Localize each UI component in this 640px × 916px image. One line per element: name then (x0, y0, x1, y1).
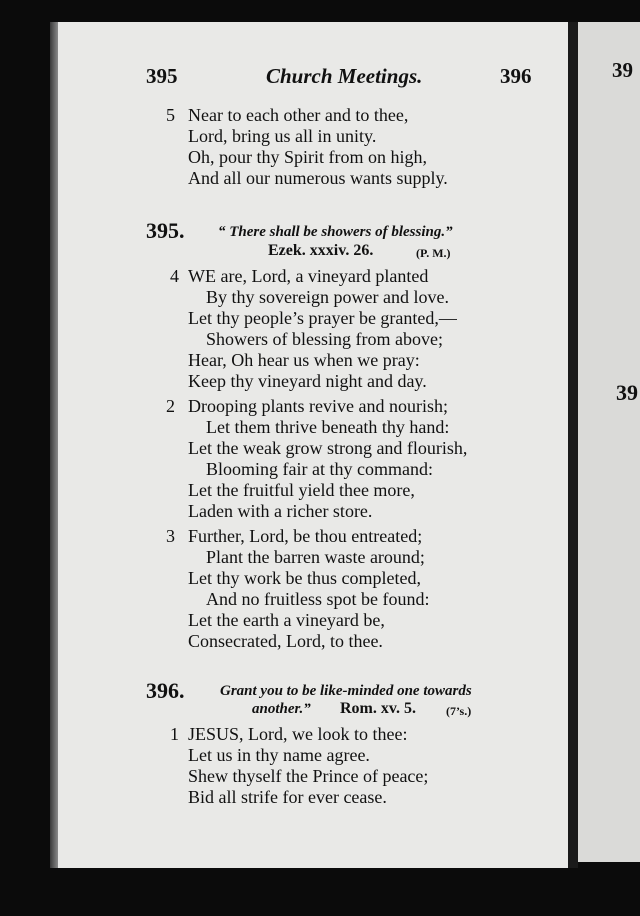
verse-line: Oh, pour thy Spirit from on high, (188, 147, 427, 167)
facing-page-number: 39 (612, 58, 633, 82)
page-gutter (568, 22, 578, 868)
verse-number: 2 (166, 396, 175, 416)
verse-line: And all our numerous wants supply. (188, 168, 448, 188)
verse-line: Let thy work be thus completed, (188, 568, 421, 588)
verse-line: By thy sovereign power and love. (206, 287, 449, 307)
right-page-number: 396 (500, 64, 532, 88)
verse-number: 1 (170, 724, 179, 744)
verse-number: 3 (166, 526, 175, 546)
verse-number: 4 (170, 266, 179, 286)
verse-line: Hear, Oh hear us when we pray: (188, 350, 420, 370)
verse-line: Further, Lord, be thou entreated; (188, 526, 423, 546)
verse-line: Let thy people’s prayer be granted,— (188, 308, 457, 328)
verse-line: JESUS, Lord, we look to thee: (188, 724, 408, 744)
verse-number: 5 (166, 105, 175, 125)
verse-line: Plant the barren waste around; (206, 547, 425, 567)
verse-line: And no fruitless spot be found: (206, 589, 430, 609)
verse-line: WE are, Lord, a vineyard planted (188, 266, 429, 286)
hymn-number: 396. (146, 678, 185, 703)
hymn-meter: (7’s.) (446, 704, 472, 718)
verse-line: Lord, bring us all in unity. (188, 126, 377, 146)
stanza (188, 724, 428, 808)
scripture-reference: Ezek. xxxiv. 26. (268, 242, 374, 259)
hymn-meter: (P. M.) (416, 246, 451, 260)
verse-line: Let the fruitful yield thee more, (188, 480, 415, 500)
verse-line: Consecrated, Lord, to thee. (188, 631, 383, 651)
left-page-number: 395 (146, 64, 178, 88)
verse-line: Shew thyself the Prince of peace; (188, 766, 429, 786)
stanza (188, 105, 448, 189)
verse-line: Laden with a richer store. (188, 501, 373, 521)
stanza (188, 266, 457, 392)
verse-line: Let them thrive beneath thy hand: (206, 417, 450, 437)
verse-line: Let the earth a vineyard be, (188, 610, 385, 630)
verse-line: Bid all strife for ever cease. (188, 787, 387, 807)
stanza (188, 396, 467, 522)
running-title: Church Meetings. (266, 64, 423, 88)
hymn-motto-continued: another.” (252, 701, 311, 717)
verse-line: Let us in thy name agree. (188, 745, 370, 765)
verse-line: Blooming fair at thy command: (206, 459, 433, 479)
stanza (188, 526, 429, 652)
verse-line: Near to each other and to thee, (188, 105, 409, 125)
facing-page-fragment: 39 (616, 380, 638, 405)
facing-page-edge (578, 22, 640, 862)
hymn-motto: Grant you to be like-minded one towards (220, 683, 472, 699)
hymn-number: 395. (146, 218, 185, 243)
verse-line: Showers of blessing from above; (206, 329, 443, 349)
verse-line: Let the weak grow strong and flourish, (188, 438, 468, 458)
scripture-reference: Rom. xv. 5. (340, 700, 416, 717)
verse-line: Drooping plants revive and nourish; (188, 396, 448, 416)
verse-line: Keep thy vineyard night and day. (188, 371, 427, 391)
hymn-motto: “ There shall be showers of blessing.” (218, 224, 453, 240)
